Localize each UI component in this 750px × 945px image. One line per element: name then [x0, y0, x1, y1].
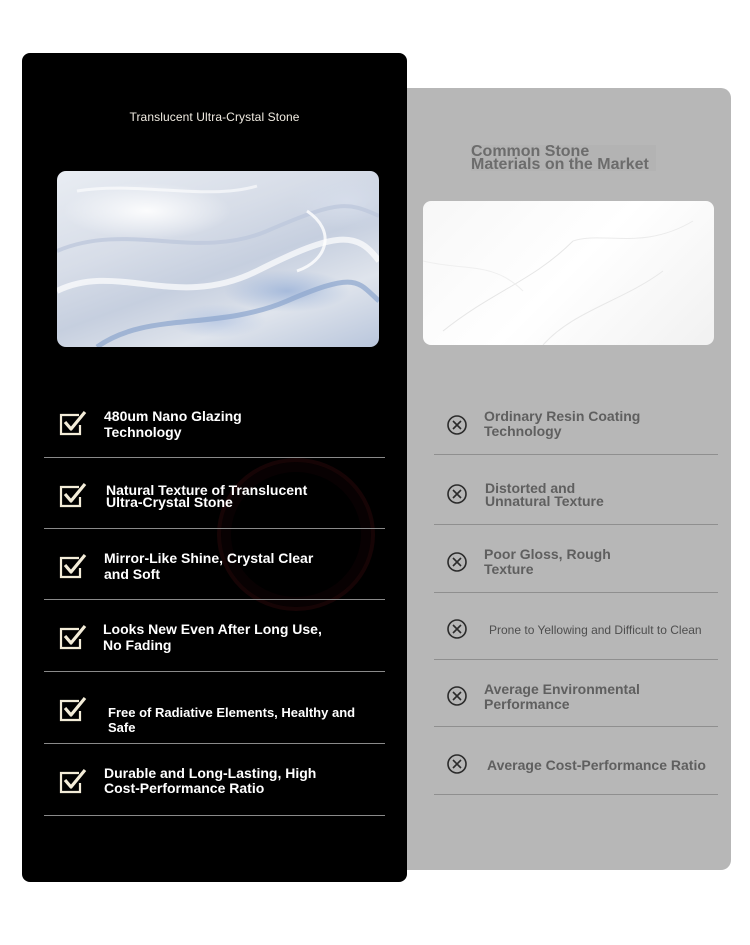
ultra-crystal-image: [57, 171, 379, 347]
check-box-icon: [58, 623, 88, 651]
feature-label-3-line2: and Soft: [104, 566, 160, 582]
x-circle-icon: [446, 551, 468, 573]
feature-label-3-line1: Mirror-Like Shine, Crystal Clear: [104, 550, 314, 566]
marble-veins-light: [423, 201, 714, 345]
feature-row-4: [44, 600, 385, 672]
flaw-row-4: [434, 593, 718, 660]
flaw-label-4-line1: Prone to Yellowing and Difficult to Clean: [489, 623, 702, 637]
x-circle-icon: [446, 483, 468, 505]
feature-label-4-line2: No Fading: [103, 637, 172, 653]
feature-row-3: [44, 529, 385, 600]
check-box-icon: [58, 767, 88, 795]
flaw-row-1: [434, 395, 718, 455]
feature-label-4: [103, 621, 322, 653]
flaw-label-1-line2: Technology: [484, 423, 562, 439]
flaw-label-6: [487, 758, 706, 773]
x-circle-icon: [446, 414, 468, 436]
flaw-row-3: [434, 525, 718, 593]
feature-label-5: [108, 705, 385, 735]
feature-label-6: [104, 766, 316, 796]
flaw-label-4: [489, 623, 702, 638]
flaw-label-2-line1: Distorted and: [485, 480, 576, 496]
flaw-row-6: [434, 727, 718, 795]
common-stone-title-line2: Materials on the Market: [471, 156, 649, 173]
check-box-icon: [58, 481, 88, 509]
x-circle-icon: [446, 685, 468, 707]
common-stone-title-line1: Common Stone: [471, 143, 590, 160]
feature-label-1-line2: Technology: [104, 424, 182, 440]
feature-label-4-line1: Looks New Even After Long Use,: [103, 621, 322, 637]
flaw-row-5: [434, 660, 718, 727]
common-stone-image: [423, 201, 714, 345]
flaw-label-5: [484, 682, 640, 712]
feature-label-6-line2: Cost-Performance Ratio: [104, 780, 265, 796]
feature-label-1: [104, 408, 242, 440]
flaw-label-3-line1: Poor Gloss, Rough: [484, 546, 611, 562]
x-circle-icon: [446, 753, 468, 775]
common-stone-title: [471, 145, 656, 171]
flaw-row-2: [434, 455, 718, 525]
x-circle-icon: [446, 618, 468, 640]
flaw-label-1-line1: Ordinary Resin Coating: [484, 408, 641, 424]
flaw-label-2-line2: Unnatural Texture: [485, 493, 604, 509]
check-box-icon: [58, 552, 88, 580]
check-box-icon: [58, 695, 88, 723]
feature-row-2: [44, 458, 385, 529]
marble-swirls: [57, 171, 379, 347]
common-stone-panel: [395, 88, 731, 870]
ultra-crystal-title: Translucent Ultra-Crystal Stone: [129, 110, 300, 124]
feature-label-3: [104, 550, 313, 582]
flaw-label-1: [484, 409, 640, 439]
feature-label-5-line1: Free of Radiative Elements, Healthy and Safe: [108, 705, 356, 735]
flaw-label-6-line1: Average Cost-Performance Ratio: [487, 757, 706, 773]
flaw-label-5-line2: Performance: [484, 696, 570, 712]
feature-label-2: [106, 484, 307, 508]
feature-label-2-line2: Ultra-Crystal Stone: [106, 494, 233, 510]
check-box-icon: [58, 409, 88, 437]
feature-label-2-line1: Natural Texture of Translucent: [106, 482, 308, 498]
feature-row-6: [44, 744, 385, 816]
flaw-label-5-line1: Average Environmental: [484, 681, 640, 697]
feature-label-1-line1: 480um Nano Glazing: [104, 408, 242, 424]
feature-row-5: [44, 672, 385, 744]
flaw-label-3: [484, 547, 611, 577]
flaw-label-2: [485, 482, 604, 508]
flaw-label-3-line2: Texture: [484, 561, 534, 577]
feature-label-6-line1: Durable and Long-Lasting, High: [104, 765, 317, 781]
ultra-crystal-panel: [22, 53, 407, 882]
feature-row-1: [44, 387, 385, 458]
